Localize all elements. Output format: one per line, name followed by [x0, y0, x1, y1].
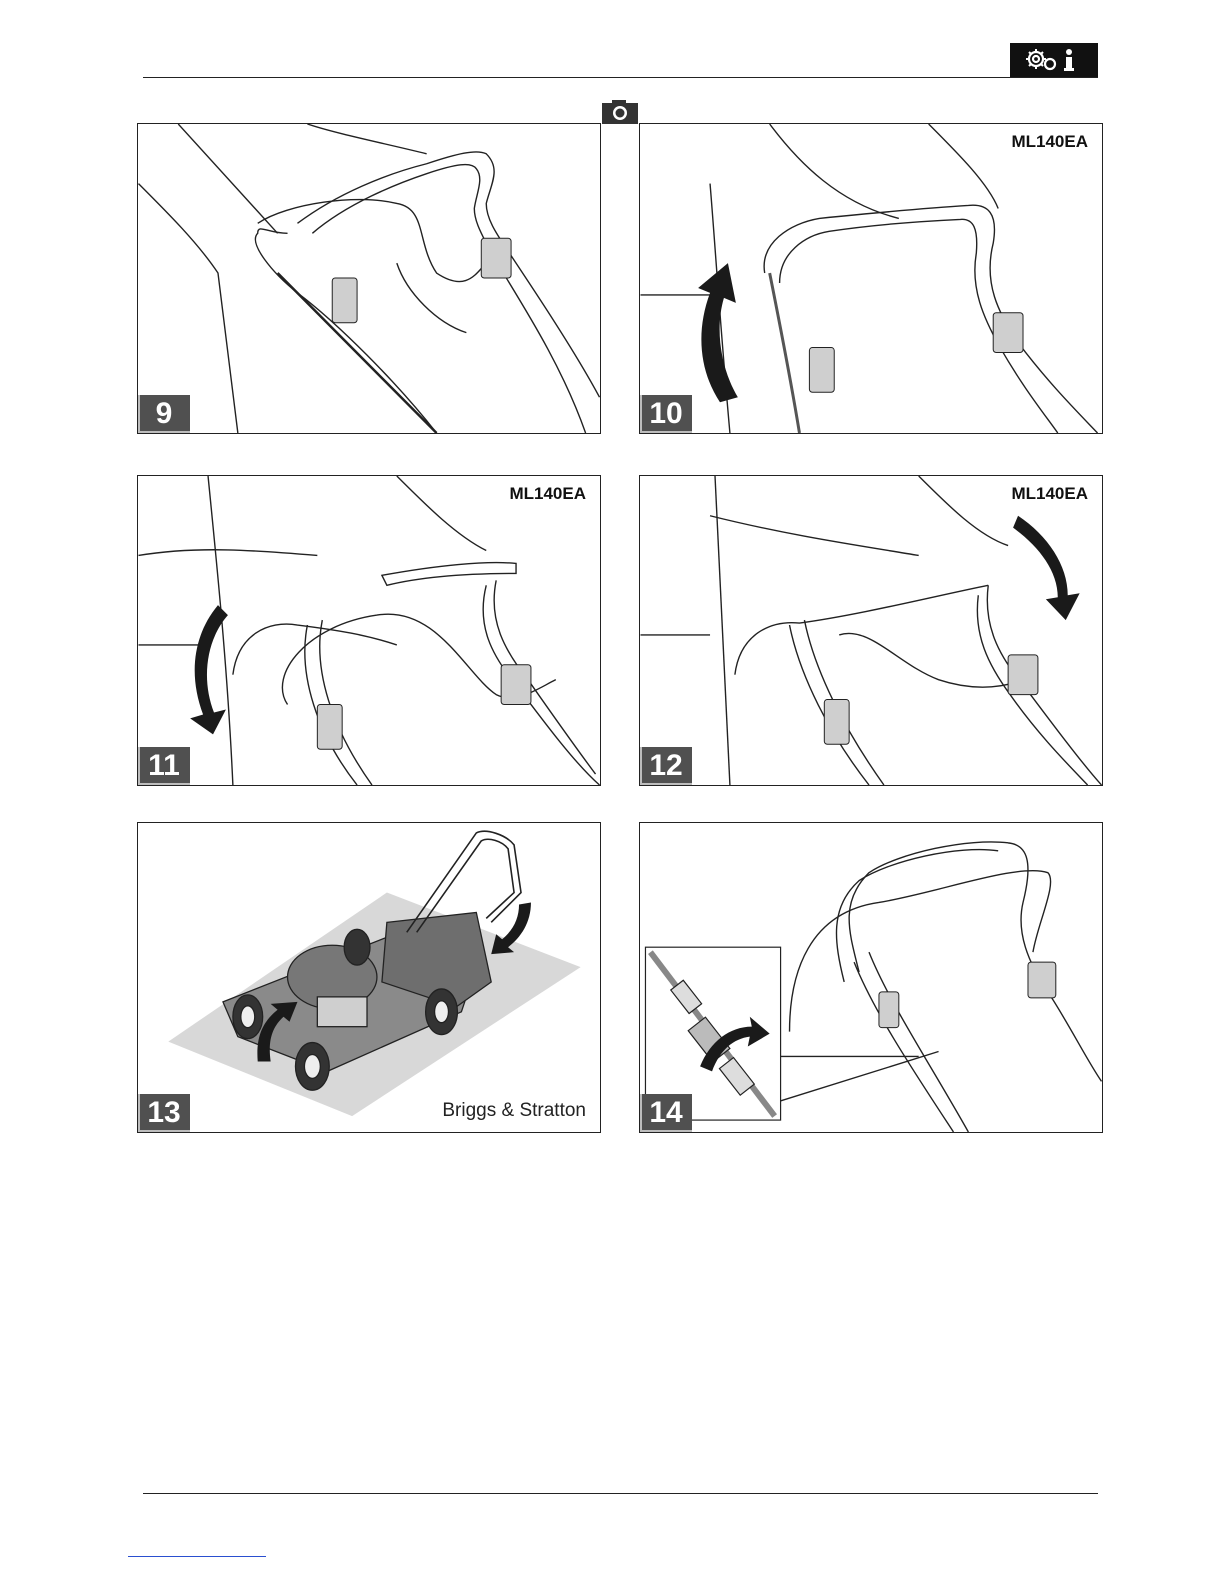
header-rule [143, 77, 1098, 78]
camera-icon [602, 100, 638, 124]
figure-panel-12 [639, 475, 1103, 786]
illustration-handle-fold [138, 476, 600, 785]
settings-info-badge [1010, 43, 1098, 77]
step-number: 14 [640, 1094, 692, 1132]
footer-link-underline [128, 1556, 266, 1557]
model-label: ML140EA [1011, 484, 1088, 503]
step-number: 11 [138, 747, 190, 785]
step-number: 9 [138, 395, 190, 433]
illustration-handle-lower [640, 476, 1102, 785]
figure-panel-9 [137, 123, 601, 434]
figure-panel-11 [137, 475, 601, 786]
illustration-cable-adjuster [640, 823, 1102, 1132]
illustration-handle-lever [138, 124, 600, 433]
illustration-lawnmower [138, 823, 600, 1132]
figure-panel-14 [639, 822, 1103, 1133]
figure-panel-10 [639, 123, 1103, 434]
model-label: ML140EA [509, 484, 586, 503]
model-label: ML140EA [1011, 132, 1088, 151]
brand-label: Briggs & Stratton [442, 1100, 586, 1121]
footer-rule [143, 1493, 1098, 1494]
illustration-handle-raise [640, 124, 1102, 433]
step-number: 13 [138, 1094, 190, 1132]
step-number: 12 [640, 747, 692, 785]
figure-panel-13 [137, 822, 601, 1133]
gears-info-icon [1024, 46, 1084, 74]
step-number: 10 [640, 395, 692, 433]
